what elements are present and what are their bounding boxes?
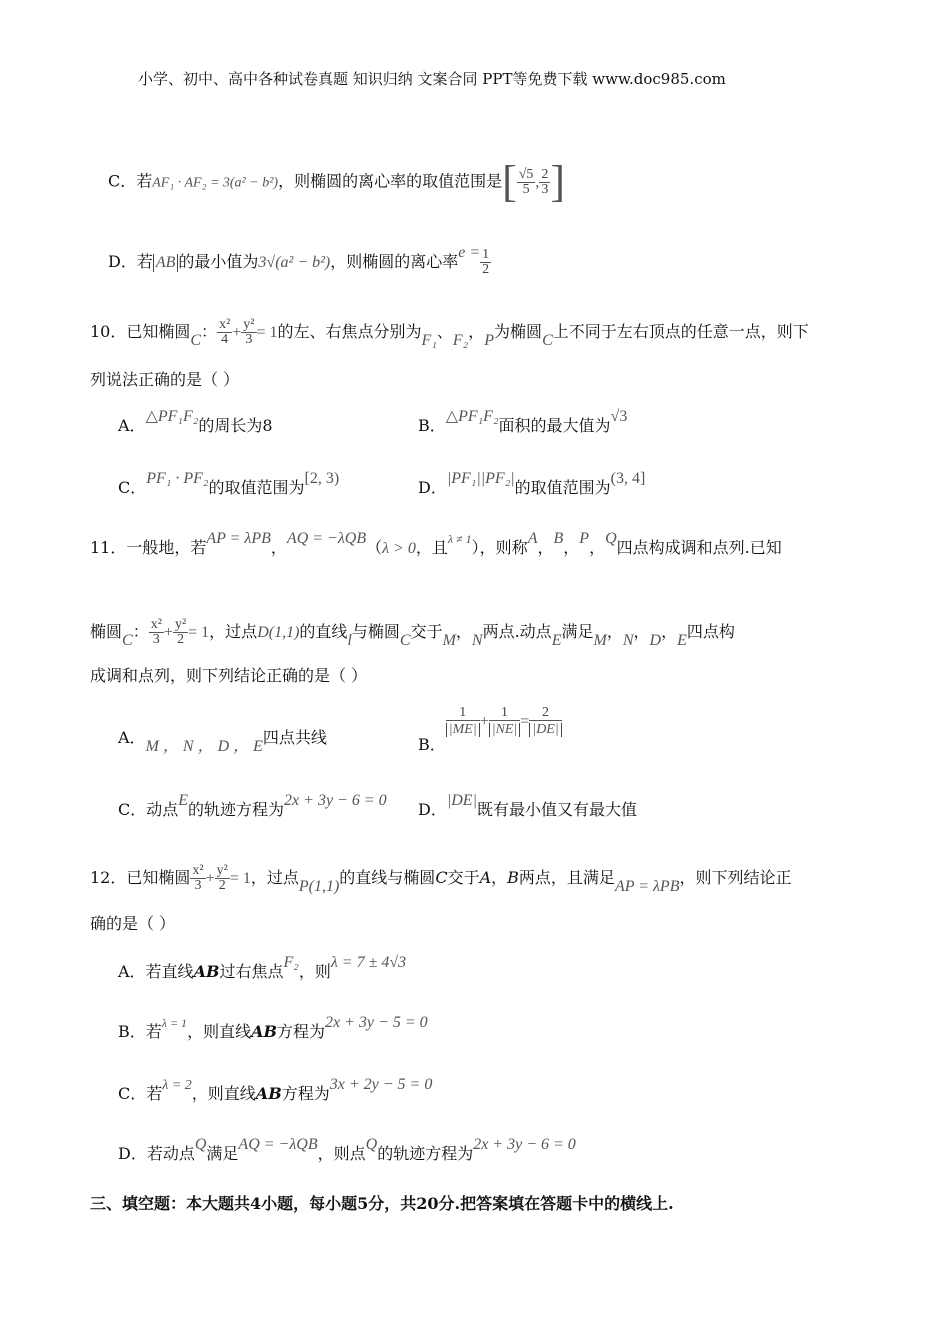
- q11-option-d: [418, 792, 637, 819]
- math-expr: λ = 2: [162, 1078, 192, 1093]
- fraction: $\frac{2}{|DE|}$: [529, 706, 561, 737]
- q11-stem-line3: 成调和点列，则下列结论正确的是（ ）: [90, 666, 368, 685]
- punct: （: [366, 538, 383, 557]
- math-var: N: [622, 632, 634, 649]
- q10-option-b: [418, 408, 628, 435]
- math-expr: |PF₁||PF₂|: [446, 470, 515, 487]
- math-expr: P(1,1): [298, 878, 340, 895]
- punct: 、: [436, 322, 453, 341]
- option-label: C．动点: [118, 800, 179, 819]
- punct: ，: [468, 322, 485, 341]
- option-text: 既有最小值又有最大值: [476, 800, 637, 819]
- math-var: Q: [194, 1136, 207, 1153]
- q11-option-c: [118, 792, 387, 819]
- math-expr: 2x + 3y − 6 = 0: [284, 792, 387, 809]
- math-var: D: [649, 632, 662, 649]
- q12-stem: 12．已知椭圆 $\frac{\text{x²}}{3}$ + $\frac{\text{y²}}{2}$ = 1，过点P(1,1)的直线与椭圆C交于A，B两点，且满足AP = λPB，则下列结论正: [90, 863, 792, 895]
- q9-option-c: C．若AF₁ · AF₂ = 3(a² − b²)，则椭圆的离心率的取值范围是[ $\frac{√5}{5}$ , $\frac{2}{3}$ ]: [108, 157, 566, 206]
- q12-option-c: [118, 1076, 433, 1103]
- math-expr: = 1: [188, 624, 210, 641]
- math-var: C: [399, 632, 411, 649]
- fraction: $\frac{1}{|ME|}$: [446, 706, 480, 737]
- punct: ，: [589, 538, 606, 557]
- question-text: 上不同于左右顶点的任意一点，则下: [552, 322, 809, 341]
- math-var: F₂: [283, 954, 299, 971]
- q10-option-d: [418, 470, 646, 497]
- math-expr: D(1,1): [257, 624, 300, 641]
- math-expr: λ ≠ 1: [447, 532, 472, 546]
- question-text: 四点构成调和点列.已知: [616, 538, 782, 557]
- math-expr: 3√(a² − b²): [258, 254, 331, 271]
- option-label: D．若动点: [118, 1144, 195, 1163]
- question-text: ，则下列结论正: [679, 868, 792, 887]
- math-var: B: [507, 868, 519, 887]
- question-number: 11．一般地，若: [90, 538, 207, 557]
- question-text: ，过点: [250, 868, 299, 887]
- punct: ，: [606, 622, 623, 641]
- fraction: $\frac{\text{y²}}{3}$: [243, 317, 255, 347]
- q9-option-d: [108, 244, 491, 277]
- option-text: 的最小值为: [178, 252, 259, 271]
- option-text: ，则直线: [187, 1022, 252, 1041]
- option-text: ，则点: [317, 1144, 366, 1163]
- math-expr: e =: [458, 244, 481, 261]
- option-text: 的轨迹方程为: [377, 1144, 474, 1163]
- option-label: D．: [418, 478, 447, 497]
- math-var: Q: [605, 530, 617, 547]
- math-expr: AQ = −λQB: [286, 530, 367, 547]
- math-expr: = 1: [229, 870, 251, 887]
- math-var: F₁: [421, 332, 437, 349]
- math-expr: λ = 1: [161, 1016, 188, 1030]
- option-label: A．: [118, 416, 146, 435]
- option-text: ，则椭圆的离心率的取值范围是: [278, 171, 503, 191]
- punct: ，: [563, 538, 580, 557]
- q10-option-a: [118, 408, 273, 435]
- option-text: ，则椭圆的离心率: [330, 252, 459, 271]
- option-label: D．: [418, 800, 447, 819]
- question-number: 10．已知椭圆: [90, 322, 191, 341]
- math-expr: √3: [610, 408, 628, 425]
- q11-option-b: [418, 705, 562, 754]
- option-text: 的取值范围为: [208, 478, 305, 497]
- option-label: A．: [118, 728, 146, 747]
- math-var: AB: [251, 1022, 278, 1041]
- q12-stem-line2: 确的是（ ）: [90, 914, 176, 933]
- page-header: 小学、初中、高中各种试卷真题 知识归纳 文案合同 PPT等免费下载 www.doc985.com: [138, 70, 726, 88]
- option-text: 的周长为8: [198, 416, 273, 435]
- option-text: 面积的最大值为: [498, 416, 611, 435]
- math-expr: M ， N ， D ， E: [145, 738, 263, 755]
- math-var: B: [553, 530, 564, 547]
- math-var: E: [551, 632, 562, 649]
- q10-stem: 10．已知椭圆C： $\frac{\text{x²}}{4}$ + $\frac{\text{y²}}{3}$ = 1的左、右焦点分别为F₁、F₂，P为椭圆C上不同于左右顶点的任意一点，则下: [90, 317, 809, 349]
- option-text: 方程为: [281, 1084, 330, 1103]
- q12-option-a: [118, 954, 407, 981]
- question-text: ，过点: [209, 622, 258, 641]
- punct: ，: [270, 538, 287, 557]
- question-text: 交于: [410, 622, 443, 641]
- question-text: ，且: [415, 538, 448, 557]
- fraction: $\frac{1}{2}$: [482, 247, 490, 277]
- option-text: 的轨迹方程为: [188, 800, 285, 819]
- option-label: B．: [418, 735, 446, 754]
- fraction: $\frac{\text{y²}}{2}$: [174, 617, 187, 647]
- math-expr: 3x + 2y − 5 = 0: [329, 1076, 433, 1093]
- fraction: $\frac{\text{x²}}{4}$: [219, 317, 231, 347]
- punct: ，: [537, 538, 554, 557]
- fraction: $\frac{1}{|NE|}$: [489, 706, 521, 737]
- option-text: 方程为: [277, 1022, 326, 1041]
- math-var: C: [122, 632, 133, 649]
- math-expr: 2x + 3y − 5 = 0: [325, 1014, 428, 1031]
- punct: ：: [132, 622, 149, 641]
- question-text: 交于: [447, 868, 480, 887]
- math-var: Q: [365, 1136, 378, 1153]
- fraction: $\frac{\text{x²}}{3}$: [150, 617, 162, 647]
- math-var: l: [347, 632, 352, 649]
- question-text: 两点，且满足: [518, 868, 615, 887]
- question-text: 椭圆: [90, 622, 123, 641]
- option-text: 四点共线: [262, 728, 327, 747]
- question-text: 四点构: [686, 622, 735, 641]
- section-heading: 三、填空题：本大题共4小题，每小题5分，共20分.把答案填在答题卡中的横线上.: [90, 1194, 674, 1213]
- option-text: 的取值范围为: [514, 478, 611, 497]
- question-text: 的左、右焦点分别为: [277, 322, 422, 341]
- punct: ，: [455, 622, 472, 641]
- punct: ，: [633, 622, 650, 641]
- math-var: C: [190, 332, 202, 349]
- fraction: $\frac{√5}{5}$: [518, 166, 534, 197]
- math-var: P: [579, 530, 590, 547]
- math-var: N: [471, 632, 483, 649]
- option-label: B．若: [118, 1022, 162, 1041]
- option-text: 过右焦点: [219, 962, 284, 981]
- question-text: ），则称: [471, 538, 528, 557]
- math-op: +: [479, 713, 489, 730]
- abs-expr: AB: [153, 254, 179, 272]
- q11-stem-line2: 椭圆C： $\frac{\text{x²}}{3}$ + $\frac{\text{y²}}{2}$ = 1，过点D(1,1)的直线l与椭圆C交于M，N两点.动点E满足M，N，D，E四点构: [90, 617, 735, 649]
- right-bracket: ]: [550, 157, 566, 206]
- option-label: D．若: [108, 252, 153, 271]
- question-text: 与椭圆: [351, 622, 400, 641]
- math-var: C: [435, 868, 448, 887]
- punct: ，: [661, 622, 678, 641]
- math-var: E: [677, 632, 687, 649]
- math-expr: [2, 3): [304, 470, 340, 487]
- math-expr: AF₁ · AF₂ = 3(a² − b²): [152, 175, 279, 191]
- math-var: C: [542, 332, 553, 349]
- left-bracket: [: [502, 157, 517, 206]
- math-var: F₂: [452, 332, 469, 349]
- option-label: C．若: [118, 1084, 163, 1103]
- math-expr: AQ = −λQB: [238, 1136, 318, 1153]
- math-expr: λ > 0: [382, 540, 416, 557]
- math-var: M: [442, 632, 456, 649]
- math-expr: (3, 4]: [610, 470, 646, 487]
- fraction: $\frac{2}{3}$: [541, 166, 549, 197]
- option-text: A．若直线: [118, 962, 194, 981]
- q12-option-d: [118, 1136, 576, 1163]
- question-text: 为椭圆: [494, 322, 543, 341]
- math-expr: = 1: [256, 324, 278, 341]
- math-expr: AP = λPB: [206, 530, 271, 547]
- math-expr: AP = λPB: [614, 878, 680, 895]
- math-var: A: [527, 530, 538, 547]
- math-var: P: [484, 332, 495, 349]
- q10-option-c: [118, 470, 340, 497]
- math-var: AB: [193, 962, 220, 981]
- math-expr: |DE|: [446, 792, 477, 809]
- math-var: E: [178, 792, 189, 809]
- math-op: =: [520, 713, 530, 730]
- question-text: 的直线: [299, 622, 348, 641]
- q10-stem-line2: 列说法正确的是（ ）: [90, 370, 240, 389]
- question-number: 12．已知椭圆: [90, 868, 191, 887]
- punct: ，: [491, 868, 508, 887]
- q11-option-a: [118, 728, 327, 755]
- question-text: 的直线与椭圆: [339, 868, 436, 887]
- math-expr: λ = 7 ± 4√3: [330, 954, 407, 971]
- option-label: C．若: [108, 171, 153, 191]
- punct: ：: [201, 322, 218, 341]
- math-var: AB: [255, 1084, 282, 1103]
- fraction: $\frac{\text{x²}}{3}$: [192, 863, 204, 893]
- option-text: ，则: [298, 962, 331, 981]
- math-var: A: [479, 868, 492, 887]
- fraction: $\frac{\text{y²}}{2}$: [216, 863, 228, 893]
- question-text: 满足: [561, 622, 594, 641]
- math-expr: 2x + 3y − 6 = 0: [473, 1136, 576, 1153]
- option-label: B．: [418, 416, 446, 435]
- question-text: 两点.动点: [482, 622, 552, 641]
- option-text: 满足: [206, 1144, 239, 1163]
- math-expr: △PF₁F₂: [145, 408, 199, 425]
- math-expr: △PF₁F₂: [445, 408, 499, 425]
- option-text: ，则直线: [191, 1084, 256, 1103]
- math-var: M: [593, 632, 607, 649]
- option-label: C．: [118, 478, 147, 497]
- math-expr: PF₁ · PF₂: [146, 470, 209, 487]
